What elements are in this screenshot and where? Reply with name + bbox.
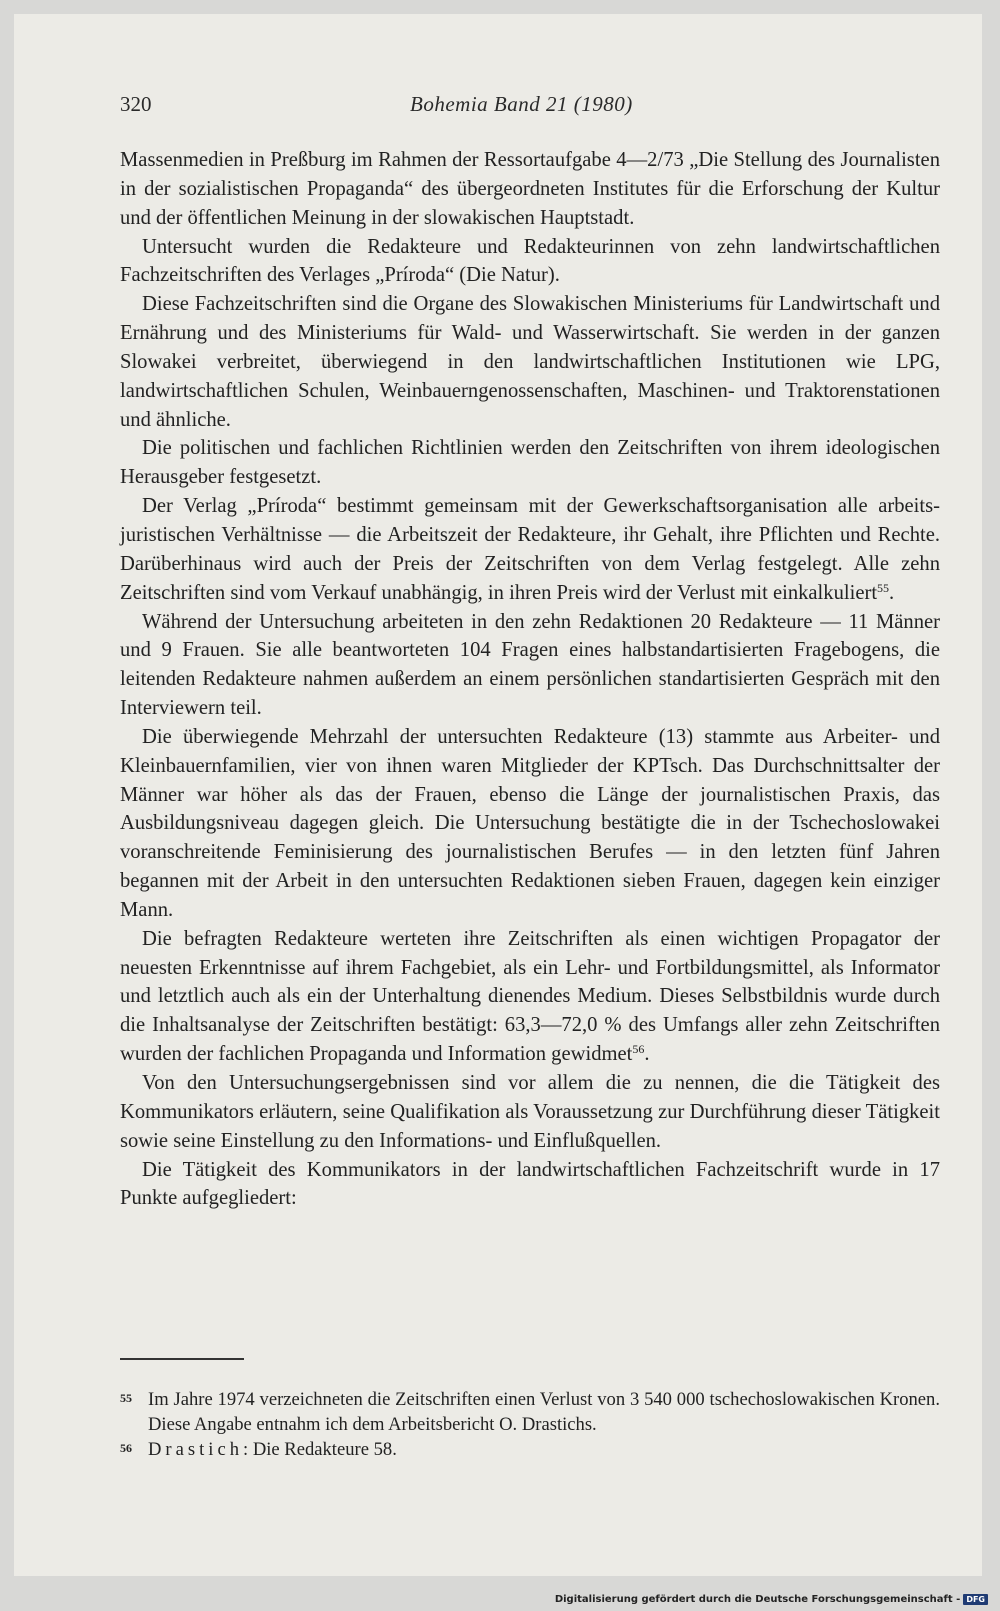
footnote-marker[interactable]: 55 [877, 580, 890, 595]
paragraph: Die überwiegende Mehrzahl der untersuchten Redakteure (13) stammte aus Arbeiter- und Kleinbauernfamilien, vier von ihnen waren Mitglieder der KPTsch. Das Durchschnittsalter der Männer war höher als das der Frauen, ebenso die Länge der journalistischen Praxis, das Ausbildungsniveau dagegen gleich. Die Untersuchung bestätigte die in der Tschechoslowakei voranschreitende Feminisierung des journalistischen Berufes — in den letzten fünf Jahren begannen mit der Arbeit in den untersuchten Redaktionen sieben Frauen, dagegen kein einziger Mann. [120, 725, 940, 921]
credit-text: Digitalisierung gefördert durch die Deutsche Forschungsgemeinschaft - [554, 1594, 961, 1605]
footnote-number: 56 [120, 1441, 132, 1455]
digitization-credit [555, 1594, 988, 1605]
page-number: 320 [120, 92, 152, 116]
journal-title: Bohemia Band 21 (1980) [410, 92, 633, 116]
footnote-text: : Die Redakteure 58. [243, 1439, 397, 1460]
footnote-number: 55 [120, 1391, 132, 1405]
footnote-marker[interactable]: 56 [632, 1042, 645, 1057]
paragraph: Massenmedien in Preßburg im Rahmen der Ressortaufgabe 4—2/73 „Die Stellung des Journalisten in der sozialistischen Propaganda“ des übergeordneten Institutes für die Erforschung der Kultur und der öffentlichen Meinung in der slowakischen Hauptstadt. [120, 149, 940, 229]
paragraph: Während der Untersuchung arbeiteten in den zehn Redaktionen 20 Redakteure — 11 Männer und 9 Frauen. Sie alle beantworteten 104 Fragen eines halbstandartisierten Fragebogens, die leitenden Redakteure nahmen außerdem an einem persönlichen standartisierten Gespräch mit den Interviewern teil. [120, 610, 940, 720]
paragraph: Die befragten Redakteure werteten ihre Zeitschriften als einen wichtigen Propagator der neuesten Erkenntnisse auf ihrem Fachgebiet, als ein Lehr- und Fortbildungsmittel, als Informator und letztlich auch als ein der Unterhaltung dienendes Medium. Dieses Selbstbildnis wurde durch die Inhaltsanalyse der Zeitschriften bestätigt: 63,3—72,0 % des Umfangs aller zehn Zeitschriften wurden der fachlichen Propaganda und Information gewidmet$^{56}$. [120, 927, 940, 1066]
paragraph: Diese Fachzeitschriften sind die Organe des Slowakischen Ministeriums für Landwirtschaft und Ernährung und des Ministeriums für Wald- und Wasserwirtschaft. Sie werden in der ganzen Slowakei verbreitet, überwiegend in den landwirtschaftlichen Institutionen wie LPG, landwirtschaftlichen Schulen, Weinbauerngenossenschaften, Maschinen- und Traktorenstationen und ähnliche. [120, 293, 940, 431]
paragraph: Von den Untersuchungsergebnissen sind vor allem die zu nennen, die die Tätigkeit des Kommunikators erläutern, seine Qualifikation als Voraussetzung zur Durchführung dieser Tätigkeit sowie seine Einstellung zu den Informations- und Einflußquellen. [120, 1072, 940, 1152]
footnote-author: Drastich [148, 1439, 243, 1460]
paragraph: Untersucht wurden die Redakteure und Redakteurinnen von zehn landwirtschaftlichen Fachzeitschriften des Verlages „Príroda“ (Die Natur). [120, 235, 940, 287]
paragraph: Die politischen und fachlichen Richtlinien werden den Zeitschriften von ihrem ideologischen Herausgeber festgesetzt. [120, 437, 940, 489]
footnote [120, 1437, 940, 1462]
paragraph: Die Tätigkeit des Kommunikators in der landwirtschaftlichen Fachzeitschrift wurde in 17 Punkte aufgegliedert: [120, 1158, 940, 1210]
footnote-divider [120, 1358, 244, 1360]
footnote-text: Im Jahre 1974 verzeichneten die Zeitschriften einen Verlust von 3 540 000 tschechoslowakischen Kronen. Diese Angabe entnahm ich dem Arbeitsbericht O. Drastichs. [148, 1389, 940, 1435]
footnotes [120, 1387, 940, 1462]
footnote [120, 1387, 940, 1437]
running-header [120, 92, 940, 122]
paragraph: Der Verlag „Príroda“ bestimmt gemeinsam mit der Gewerkschaftsorganisation alle arbeits-juristischen Verhältnisse — die Arbeitszeit der Redakteure, ihr Gehalt, ihre Pflichten und Rechte. Darüberhinaus wird auch der Preis der Zeitschriften von dem Verlag festgelegt. Alle zehn Zeitschriften sind vom Verkauf unabhängig, in ihren Preis wird der Verlust mit einkalkuliert$^{55}$. [120, 495, 940, 604]
dfg-logo-icon[interactable]: DFG [963, 1594, 988, 1605]
body-text [120, 146, 940, 1213]
